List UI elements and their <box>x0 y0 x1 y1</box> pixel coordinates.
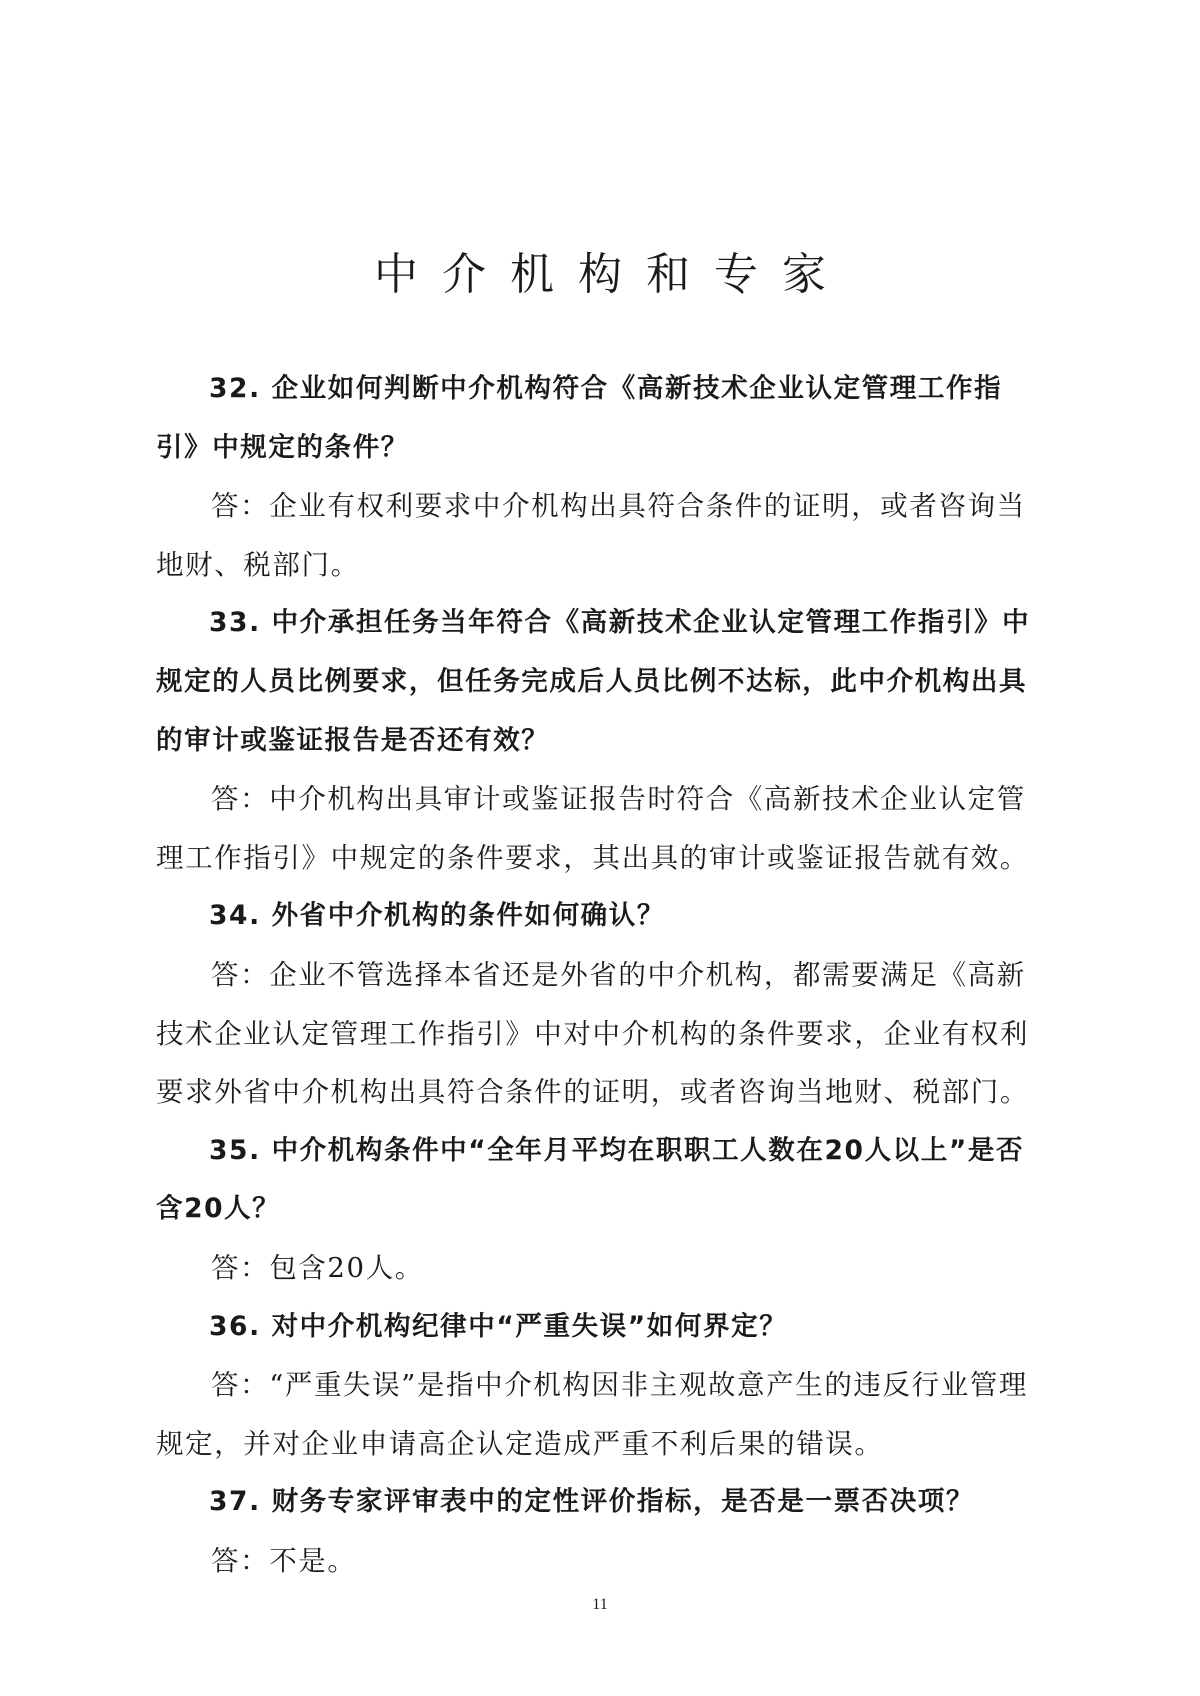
answer-35: 答：包含20人。 <box>211 1251 424 1284</box>
question-36: 36. 对中介机构纪律中“严重失误”如何界定？ <box>209 1310 788 1342</box>
question-35: 35. 中介机构条件中“全年月平均在职职工人数在20人以上”是否含20人？ <box>156 1134 1025 1225</box>
page-number: 11 <box>592 1596 608 1613</box>
qa-list <box>156 360 1044 1590</box>
answer-33: 答：中介机构出具审计或鉴证报告时符合《高新技术企业认定管理工作指引》中规定的条件要求，其出具的审计或鉴证报告就有效。 <box>156 783 1029 874</box>
answer-36: 答：“严重失误”是指中介机构因非主观故意产生的违反行业管理规定，并对企业申请高企认定造成严重不利后果的错误。 <box>156 1369 1029 1460</box>
answer-34: 答：企业不管选择本省还是外省的中介机构，都需要满足《高新技术企业认定管理工作指引》中对中介机构的条件要求，企业有权利要求外省中介机构出具符合条件的证明，或者咨询当地财、税部门。 <box>156 958 1029 1109</box>
question-37: 37. 财务专家评审表中的定性评价指标，是否是一票否决项？ <box>209 1486 975 1518</box>
question-32: 32. 企业如何判断中介机构符合《高新技术企业认定管理工作指引》中规定的条件？ <box>156 373 1003 463</box>
question-34: 34. 外省中介机构的条件如何确认？ <box>209 900 665 932</box>
question-33: 33. 中介承担任务当年符合《高新技术企业认定管理工作指引》中规定的人员比例要求，但任务完成后人员比例不达标，此中介机构出具的审计或鉴证报告是否还有效？ <box>156 607 1031 756</box>
page-title: 中介机构和专家 <box>374 249 850 300</box>
answer-37: 答：不是。 <box>211 1544 357 1577</box>
answer-32: 答：企业有权利要求中介机构出具符合条件的证明，或者咨询当地财、税部门。 <box>156 490 1026 581</box>
